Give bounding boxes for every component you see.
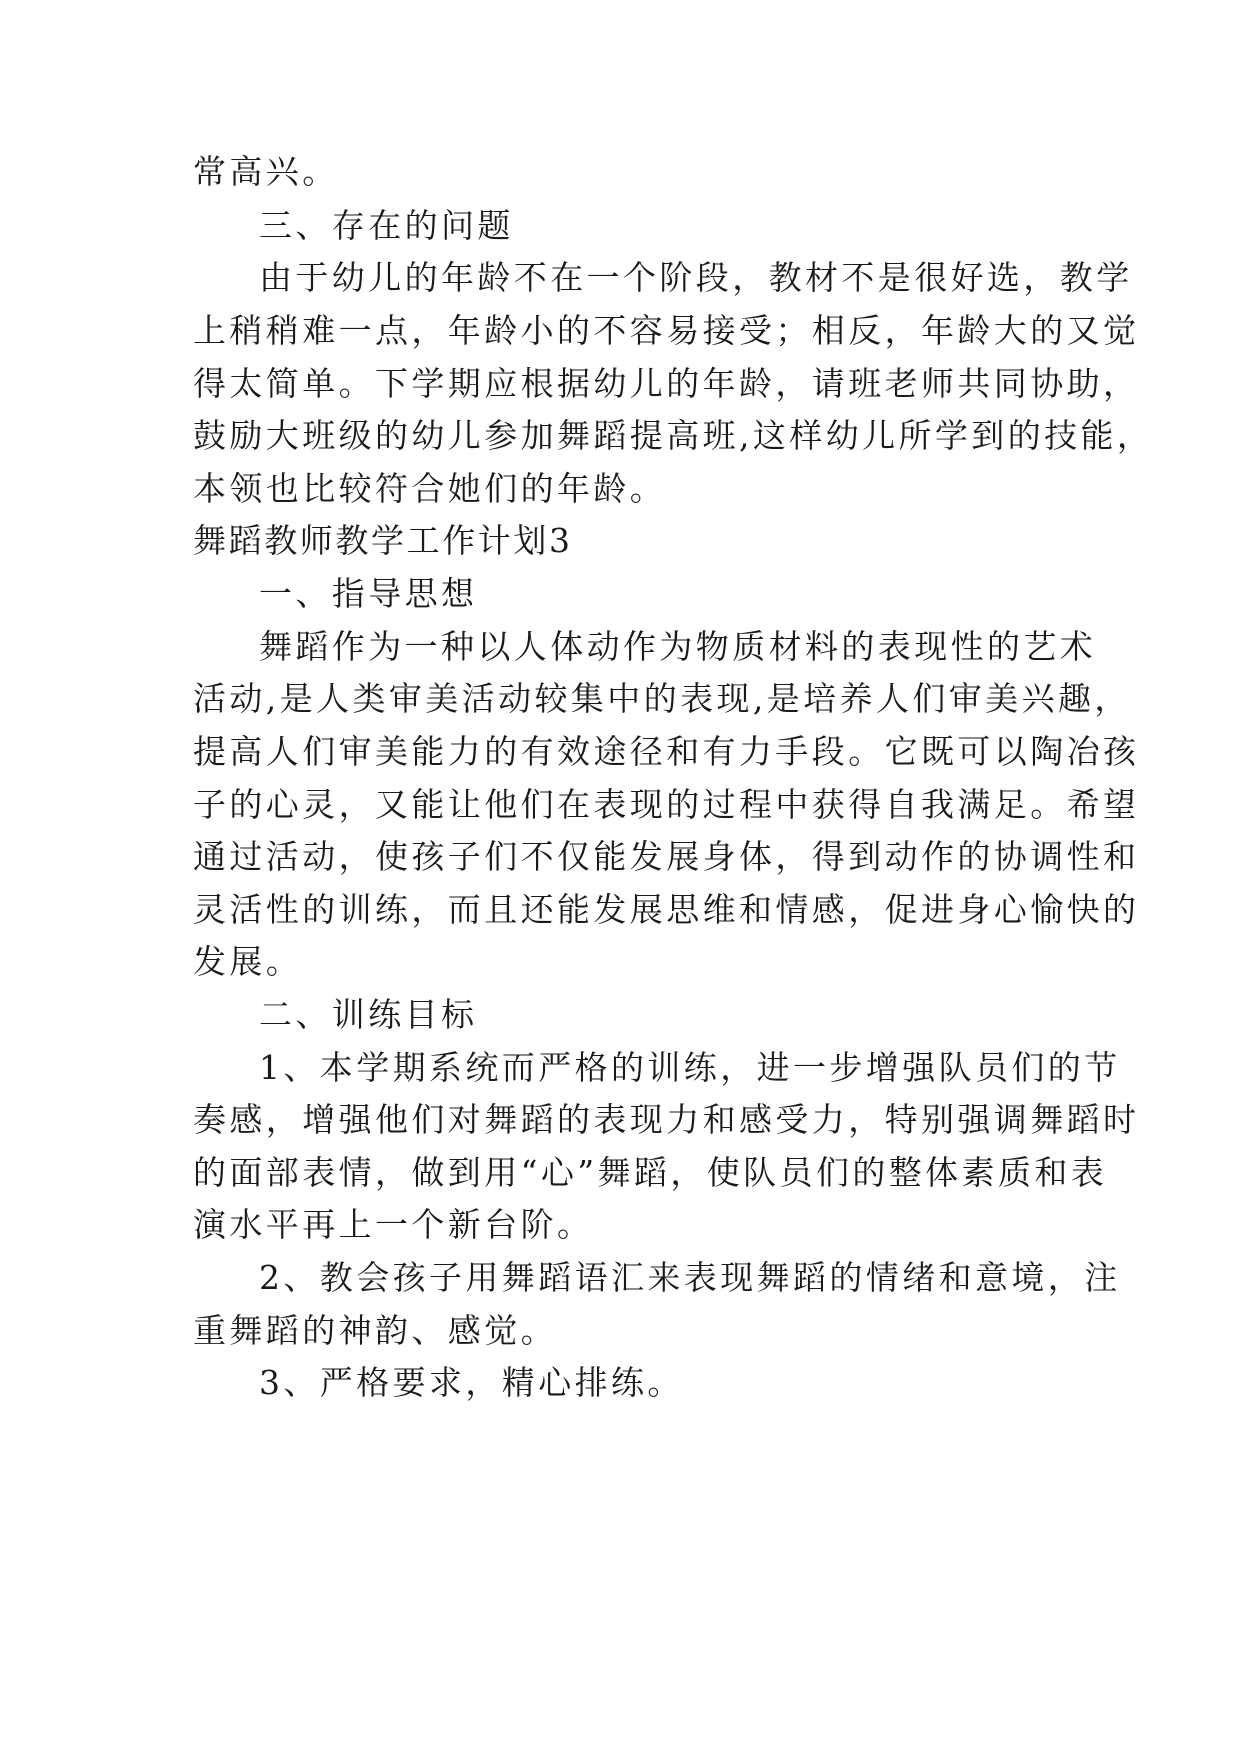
paragraph-line: 灵活性的训练，而且还能发展思维和情感，促进身心愉快的	[193, 890, 1140, 929]
paragraph-line: 舞蹈作为一种以人体动作为物质材料的表现性的艺术	[259, 627, 1097, 666]
paragraph-line: 奏感，增强他们对舞蹈的表现力和感受力，特别强调舞蹈时	[193, 1100, 1140, 1139]
paragraph-line: 1、本学期系统而严格的训练，进一步增强队员们的节	[259, 1048, 1121, 1087]
paragraph-line: 演水平再上一个新台阶。	[193, 1205, 594, 1244]
paragraph-line: 重舞蹈的神韵、感觉。	[193, 1311, 557, 1350]
section-heading-training-goals: 二、训练目标	[259, 995, 478, 1034]
paragraph-line: 活动,是人类审美活动较集中的表现,是培养人们审美兴趣，	[193, 679, 1131, 718]
plan-title: 舞蹈教师教学工作计划3	[193, 521, 573, 560]
paragraph-line: 由于幼儿的年龄不在一个阶段，教材不是很好选，教学	[259, 258, 1133, 297]
paragraph-line: 子的心灵，又能让他们在表现的过程中获得自我满足。希望	[193, 785, 1140, 824]
section-heading-guiding-thought: 一、指导思想	[259, 574, 478, 613]
paragraph-line: 2、教会孩子用舞蹈语汇来表现舞蹈的情绪和意境，注	[259, 1258, 1121, 1297]
paragraph-line: 常高兴。	[193, 152, 339, 191]
paragraph-line: 3、严格要求，精心排练。	[259, 1363, 684, 1402]
paragraph-line: 上稍稍难一点，年龄小的不容易接受；相反，年龄大的又觉	[193, 311, 1140, 350]
paragraph-line: 发展。	[193, 942, 303, 981]
paragraph-line: 鼓励大班级的幼儿参加舞蹈提高班,这样幼儿所学到的技能，	[193, 416, 1154, 455]
section-heading-problems: 三、存在的问题	[259, 206, 514, 245]
paragraph-line: 通过活动，使孩子们不仅能发展身体，得到动作的协调性和	[193, 837, 1140, 876]
paragraph-line: 得太简单。下学期应根据幼儿的年龄，请班老师共同协助，	[193, 364, 1140, 403]
paragraph-line: 提高人们审美能力的有效途径和有力手段。它既可以陶冶孩	[193, 732, 1140, 771]
paragraph-line: 的面部表情，做到用“心”舞蹈，使队员们的整体素质和表	[193, 1153, 1108, 1192]
paragraph-line: 本领也比较符合她们的年龄。	[193, 469, 667, 508]
